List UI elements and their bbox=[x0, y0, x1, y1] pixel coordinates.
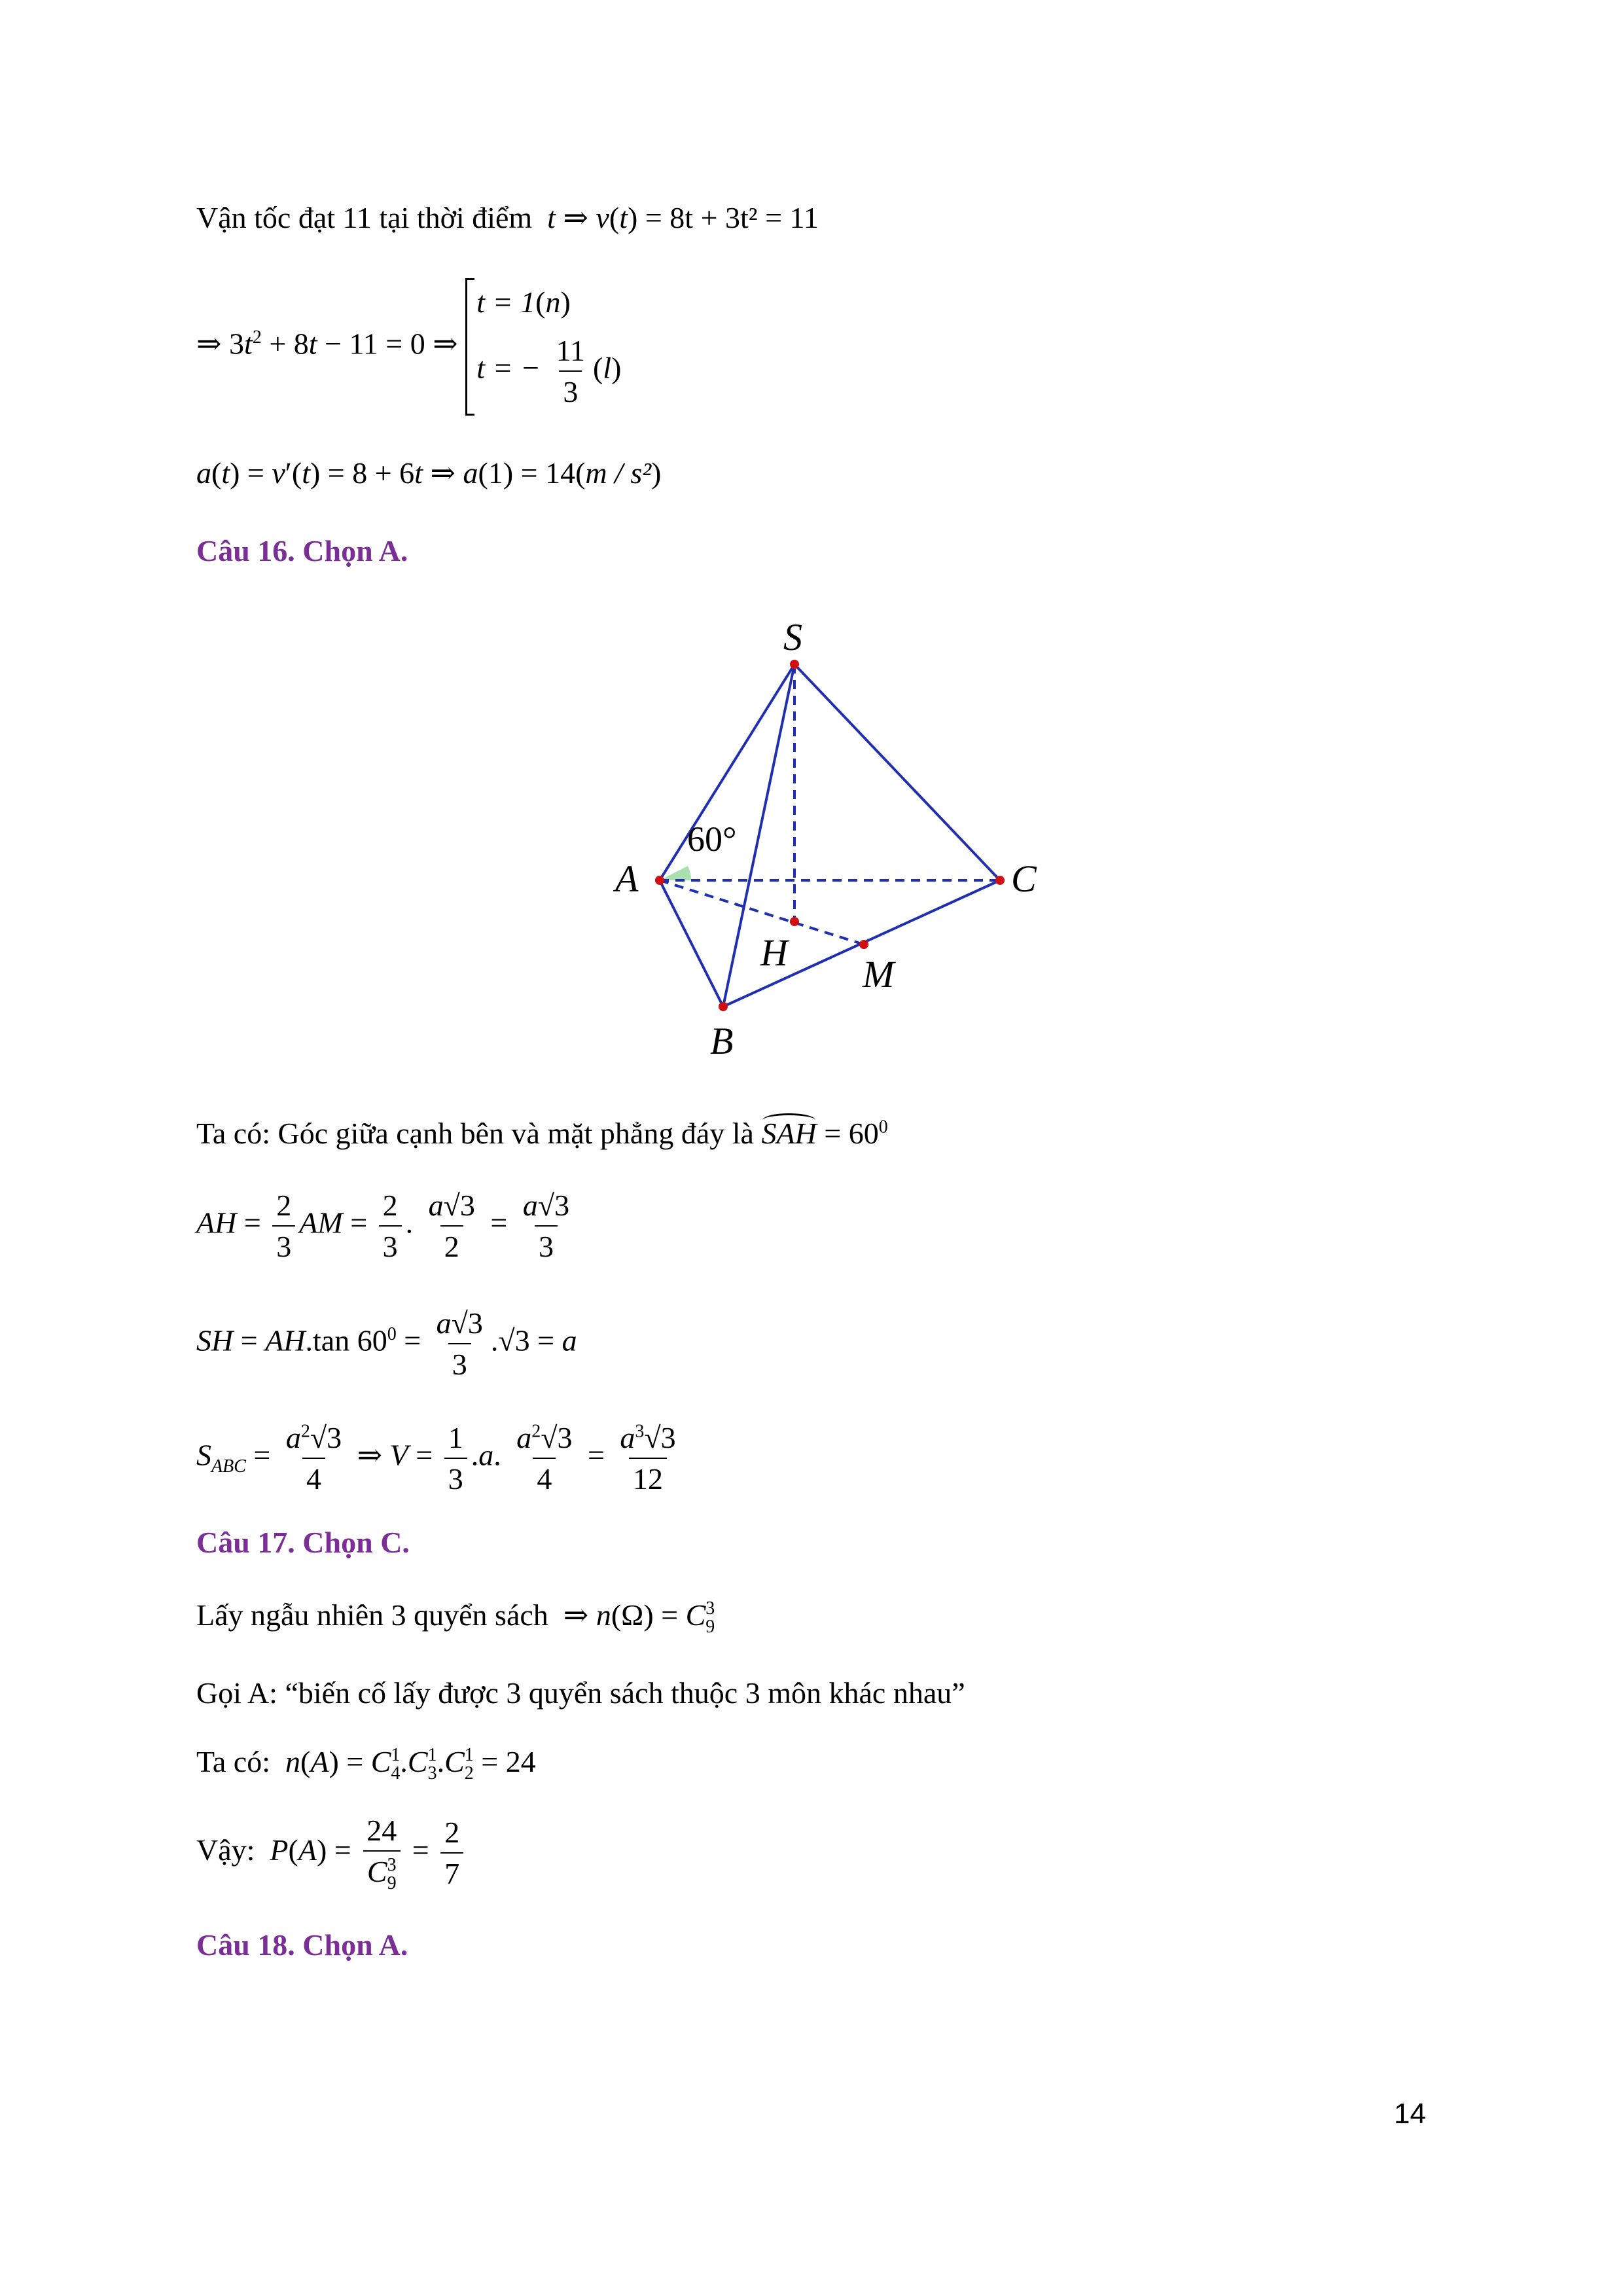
edge-AB bbox=[660, 880, 723, 1007]
q17-line2: Gọi A: “biến cố lấy được 3 quyển sách thuộc 3 môn khác nhau” bbox=[196, 1676, 965, 1710]
root-2-prefix: t = − bbox=[476, 351, 541, 385]
velocity-text: Vận tốc đạt 11 tại thời điểm bbox=[196, 201, 533, 234]
point-B bbox=[719, 1002, 728, 1011]
angle-SAH: SAH bbox=[761, 1117, 817, 1150]
acceleration-line: a(t) = v′(t) = 8 + 6t ⇒ a(1) = 14(m / s²) bbox=[196, 456, 662, 490]
root-1-tag: n bbox=[545, 285, 561, 319]
q17-line4-text: Vậy: bbox=[196, 1833, 255, 1867]
label-A: A bbox=[615, 857, 639, 900]
point-C bbox=[995, 876, 1005, 885]
q17-res-num: 2 bbox=[444, 1816, 460, 1850]
q17-line1: Lấy ngẫu nhiên 3 quyển sách ⇒ n(Ω) = C 3 9 bbox=[196, 1598, 715, 1638]
q16-angle-deg: 0 bbox=[878, 1117, 888, 1138]
page-number: 14 bbox=[1394, 2098, 1426, 2130]
label-M: M bbox=[863, 953, 895, 996]
q17-line3: Ta có: n(A) = C 1 4 .C 1 3 .C 1 2 = 24 bbox=[196, 1745, 536, 1784]
q16-intro: Ta có: Góc giữa cạnh bên và mặt phẳng đáy là bbox=[196, 1117, 754, 1150]
point-A bbox=[655, 876, 664, 885]
label-H: H bbox=[760, 931, 788, 974]
sh-formula: SH = AH.tan $60^0$ = $\frac{a√3}{3}$ .√3 = a bbox=[196, 1306, 577, 1381]
ah-formula: AH = $\frac{2}{3}$ AM = $\frac{2}{3}$ . $\frac{a√3}{2}$ = $\frac{a√3}{3}$ bbox=[196, 1189, 570, 1263]
root-2-den: 3 bbox=[559, 370, 582, 409]
q16-heading: Câu 16. Chọn A. bbox=[196, 534, 408, 567]
q18-heading: Câu 18. Chọn A. bbox=[196, 1928, 408, 1962]
point-H bbox=[790, 917, 799, 926]
label-B: B bbox=[710, 1020, 734, 1062]
angle-label: 60° bbox=[687, 819, 737, 859]
pyramid-figure bbox=[589, 609, 1086, 1080]
q17-heading: Câu 17. Chọn C. bbox=[196, 1526, 410, 1559]
q17-res-den: 7 bbox=[440, 1852, 463, 1891]
quadratic-line: ⇒ $3t^2 + 8t - 11 = 0$ ⇒ t = 1(n) t = − $\frac{11}{3}$ (l) bbox=[196, 278, 621, 416]
root-2-fraction bbox=[552, 333, 589, 409]
velocity-line: Vận tốc đạt 11 tại thời điểm t ⇒ v(t) = 8t + 3t² = 11 bbox=[196, 201, 819, 234]
q16-intro-line bbox=[196, 1116, 888, 1151]
q17-frac-num: 24 bbox=[366, 1814, 397, 1847]
q17-line4: Vậy: P(A) = 24 C 3 9 = $\frac{2}{7}$ bbox=[196, 1813, 467, 1893]
label-C: C bbox=[1011, 857, 1037, 900]
root-1: t = 1 bbox=[476, 285, 536, 319]
velocity-equation: 8t + 3t² = 11 bbox=[669, 201, 819, 234]
q17-line3-result: = 24 bbox=[481, 1745, 536, 1778]
edge-SC bbox=[794, 664, 1000, 880]
q16-angle-value: = 60 bbox=[824, 1117, 879, 1150]
acceleration-unit: m / s² bbox=[585, 456, 652, 490]
q17-line1-text: Lấy ngẫu nhiên 3 quyển sách bbox=[196, 1598, 548, 1632]
solution-system: t = 1(n) t = − $\frac{11}{3}$ (l) bbox=[465, 278, 621, 416]
acceleration-value: 14 bbox=[545, 456, 576, 490]
q17-line3-text: Ta có: bbox=[196, 1745, 271, 1778]
root-2-tag: l bbox=[603, 351, 612, 385]
label-S: S bbox=[783, 616, 802, 658]
point-M bbox=[859, 940, 868, 949]
root-2-num: 11 bbox=[556, 333, 585, 367]
volume-formula: $S_{ABC}$ = $\frac{a^2√3}{4}$ ⇒ V = $\frac{1}{3}$ .a. $\frac{a^2√3}{4}$ = $\frac{a^3√3}{12}$ bbox=[196, 1421, 676, 1496]
point-S bbox=[790, 660, 799, 669]
